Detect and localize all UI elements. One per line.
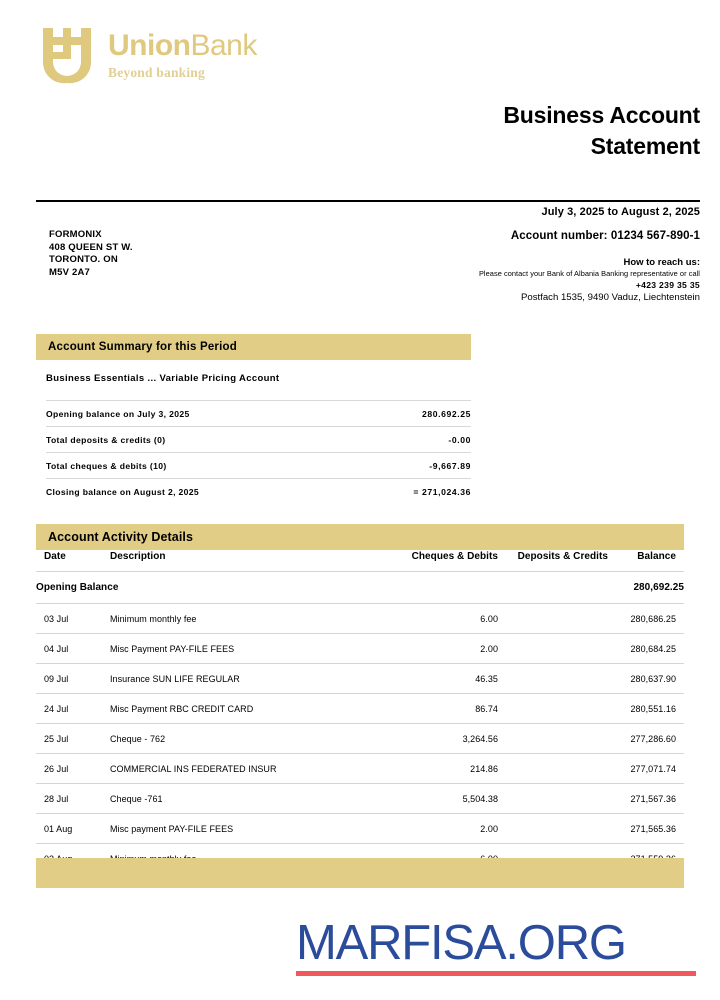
row-credit <box>498 664 608 694</box>
row-balance: 280,551.16 <box>608 694 684 724</box>
summary-row <box>46 427 471 453</box>
row-date: 26 Jul <box>36 754 110 784</box>
opening-balance-row <box>36 572 684 604</box>
logo-name-bold: Union <box>108 29 191 62</box>
row-description: Misc Payment RBC CREDIT CARD <box>110 694 360 724</box>
customer-address-line1: 408 QUEEN ST W. <box>49 241 133 253</box>
row-credit <box>498 814 608 844</box>
row-balance: 280,686.25 <box>608 604 684 634</box>
summary-amount: -0.00 <box>355 427 471 453</box>
row-description: Cheque -761 <box>110 784 360 814</box>
summary-amount: = 271,024.36 <box>413 487 471 497</box>
footer-band <box>36 858 684 888</box>
column-header-debits: Cheques & Debits <box>411 551 498 562</box>
summary-label: Total deposits & credits (0) <box>46 427 355 453</box>
row-description: Minimum monthly fee <box>110 604 360 634</box>
summary-row <box>46 453 471 479</box>
watermark-underline <box>296 971 696 976</box>
account-info-block <box>240 205 700 304</box>
row-date: 09 Jul <box>36 664 110 694</box>
account-summary-header <box>36 334 471 360</box>
table-row <box>36 634 684 664</box>
bank-mail-address: Postfach 1535, 9490 Vaduz, Liechtenstein <box>520 292 700 303</box>
summary-row <box>46 479 471 505</box>
table-row <box>36 754 684 784</box>
logo-name-light: Bank <box>190 29 257 62</box>
row-credit <box>498 634 608 664</box>
opening-balance-credit <box>498 572 608 604</box>
customer-name: FORMONIX <box>49 229 102 240</box>
row-date: 04 Jul <box>36 634 110 664</box>
bank-logo <box>40 26 257 84</box>
table-row <box>36 724 684 754</box>
row-debit: 5,504.38 <box>360 784 498 814</box>
watermark-text: MARFISA.ORG <box>296 916 626 970</box>
statement-period: July 3, 2025 to August 2, 2025 <box>541 206 700 218</box>
customer-address-line2: TORONTO. ON <box>49 254 118 266</box>
product-name: Business Essentials ... Variable Pricing Account <box>46 373 280 384</box>
column-header-balance: Balance <box>637 551 676 562</box>
table-row <box>36 814 684 844</box>
table-row <box>36 694 684 724</box>
account-activity-title: Account Activity Details <box>48 530 194 544</box>
row-debit: 86.74 <box>360 694 498 724</box>
column-header-date: Date <box>44 551 66 562</box>
column-header-description: Description <box>110 551 166 562</box>
summary-row <box>46 401 471 427</box>
row-credit <box>498 604 608 634</box>
page-title-line2: Statement <box>590 133 700 159</box>
logo-tagline: Beyond banking <box>108 65 205 80</box>
row-description: Misc Payment PAY-FILE FEES <box>110 634 360 664</box>
summary-label: Total cheques & debits (10) <box>46 453 355 479</box>
watermark <box>296 916 696 976</box>
account-summary-title: Account Summary for this Period <box>48 341 237 353</box>
table-header-row <box>36 551 684 572</box>
row-debit: 6.00 <box>360 604 498 634</box>
summary-amount: -9,667.89 <box>355 453 471 479</box>
summary-label: Closing balance on August 2, 2025 <box>46 487 200 497</box>
summary-label: Opening balance on July 3, 2025 <box>46 401 355 427</box>
row-date: 03 Jul <box>36 604 110 634</box>
row-credit <box>498 724 608 754</box>
contact-phone: +423 239 35 35 <box>635 279 700 290</box>
row-balance: 277,286.60 <box>608 724 684 754</box>
header-divider <box>36 200 700 202</box>
customer-postal-code: M5V 2A7 <box>49 266 91 278</box>
customer-address <box>49 229 133 279</box>
column-header-credits: Deposits & Credits <box>517 551 608 562</box>
row-balance: 271,567.36 <box>608 784 684 814</box>
table-row <box>36 604 684 634</box>
row-description: COMMERCIAL INS FEDERATED INSUR <box>110 754 360 784</box>
table-row <box>36 664 684 694</box>
opening-balance-label: Opening Balance <box>36 572 360 604</box>
row-credit <box>498 694 608 724</box>
page-title <box>503 100 700 162</box>
row-balance: 271,565.36 <box>608 814 684 844</box>
row-date: 25 Jul <box>36 724 110 754</box>
table-row <box>36 784 684 814</box>
row-description: Cheque - 762 <box>110 724 360 754</box>
row-balance: 280,637.90 <box>608 664 684 694</box>
account-activity-header <box>36 524 684 550</box>
opening-balance-amount: 280,692.25 <box>608 572 684 604</box>
row-date: 24 Jul <box>36 694 110 724</box>
account-number: Account number: 01234 567-890-1 <box>510 230 700 242</box>
row-debit: 2.00 <box>360 634 498 664</box>
how-to-reach-line: Please contact your Bank of Albania Banking representative or call <box>478 269 700 278</box>
row-debit: 3,264.56 <box>360 724 498 754</box>
opening-balance-debit <box>360 572 498 604</box>
page-title-line1: Business Account <box>503 102 700 128</box>
row-credit <box>498 784 608 814</box>
shield-logo-icon <box>40 26 94 84</box>
account-summary-table <box>46 400 471 504</box>
row-balance: 280,684.25 <box>608 634 684 664</box>
row-debit: 214.86 <box>360 754 498 784</box>
logo-text-block <box>108 26 257 81</box>
row-description: Insurance SUN LIFE REGULAR <box>110 664 360 694</box>
row-date: 01 Aug <box>36 814 110 844</box>
row-debit: 46.35 <box>360 664 498 694</box>
row-balance: 277,071.74 <box>608 754 684 784</box>
account-activity-table <box>36 551 684 874</box>
how-to-reach-title: How to reach us: <box>623 257 700 268</box>
row-credit <box>498 754 608 784</box>
row-description: Misc payment PAY-FILE FEES <box>110 814 360 844</box>
row-debit: 2.00 <box>360 814 498 844</box>
summary-amount: 280.692.25 <box>355 401 471 427</box>
logo-wordmark <box>108 30 257 62</box>
row-date: 28 Jul <box>36 784 110 814</box>
